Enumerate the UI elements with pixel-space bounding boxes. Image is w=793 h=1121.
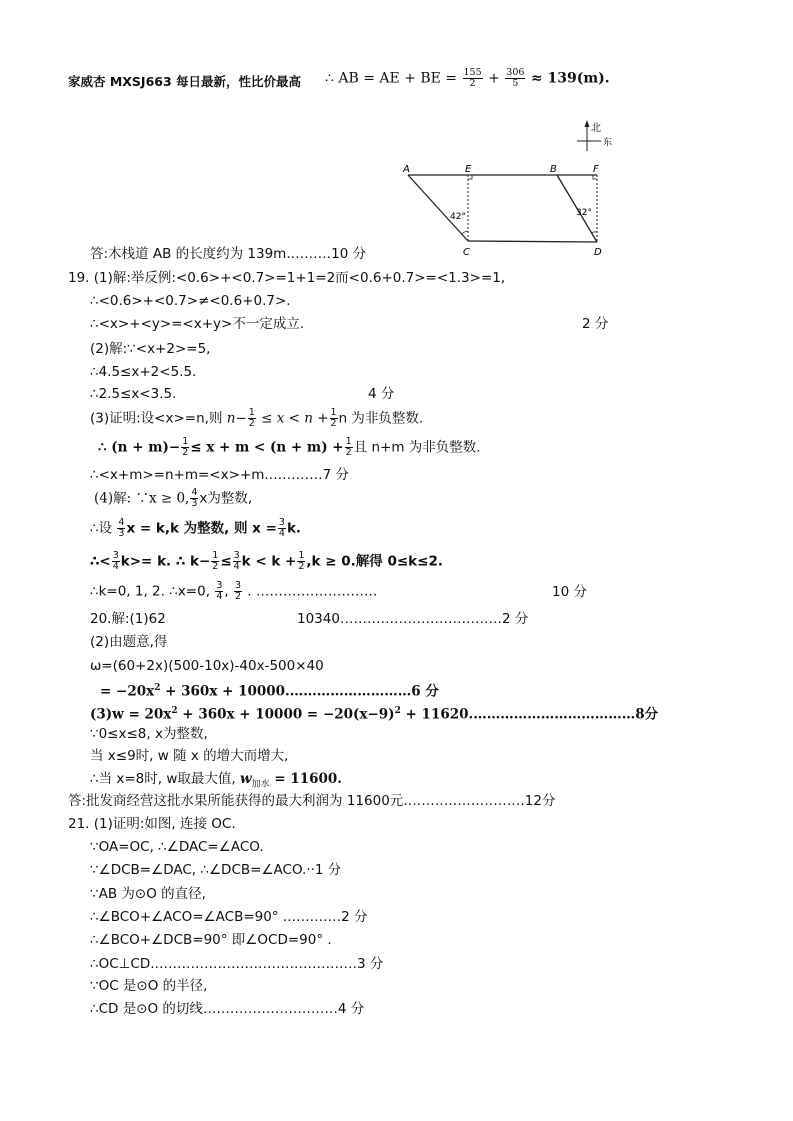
- point-e-label: E: [465, 164, 472, 175]
- angle-c-label: 42°: [450, 212, 466, 222]
- q21-line5: ∴∠BCO+∠ACO=∠ACB=90° .…………2 分: [90, 909, 368, 925]
- compass-north-label: 北: [591, 123, 601, 134]
- q19-part3: (3)证明:设<x>=n,则 n− $\frac{1}{2}$ ≤ x < n + $\frac{1}{2}$ n 为非负整数.: [90, 407, 424, 429]
- q19-line2: ∴<0.6>+<0.7>≠<0.6+0.7>.: [90, 293, 291, 309]
- compass-icon: [577, 120, 612, 151]
- q20-part1-answer: 10340………………………………2 分: [297, 611, 529, 627]
- watermark-text: 家威杏 MXSJ663 每日最新，性比价最高: [68, 74, 302, 89]
- q20-line8: ∴当 x=8时, w取最大值, $w_{加水} = 11600$.: [90, 771, 343, 790]
- q21-line9: ∴CD 是⊙O 的切线…………………………4 分: [90, 1001, 365, 1017]
- q19-part4: (4)解: ∵x ≥ 0, $\frac{4}{3}$ x为整数,: [94, 487, 253, 509]
- score-2: 2 分: [582, 316, 609, 332]
- q20-line3: ω=(60+2x)(500-10x)-40x-500×40: [90, 658, 324, 674]
- point-d-label: D: [594, 247, 602, 258]
- q21-line2: ∵OA=OC, ∴∠DAC=∠ACO.: [90, 839, 264, 855]
- fraction-306-5: $\frac{306}{5}$: [506, 67, 525, 89]
- q21-part1: 21. (1)证明:如图, 连接 OC.: [68, 816, 236, 832]
- fraction-155-2: $\frac{155}{2}$: [463, 67, 482, 89]
- score-4: 4 分: [368, 386, 395, 402]
- line-cd: [468, 241, 597, 242]
- q21-line7: ∴OC⊥CD.………………………………………3 分: [90, 956, 384, 972]
- q19-part4-line2: ∴设 $\frac{4}{3}$ x = k,k 为整数, 则 x = $\frac{3}{4}$ k.: [90, 517, 302, 539]
- q20-answer: 答:批发商经营这批水果所能获得的最大利润为 11600元………………………12分: [68, 793, 556, 809]
- point-a-label: A: [403, 164, 410, 175]
- header-equation: ∴ AB = AE + BE = $\frac{155}{2}$ + $\frac{306}{5}$ ≈ 139(m).: [325, 67, 610, 89]
- q21-line3: ∵∠DCB=∠DAC, ∴∠DCB=∠ACO.··1 分: [90, 862, 342, 878]
- answer-q18: 答:木栈道 AB 的长度约为 139m.………10 分: [90, 246, 367, 262]
- q19-part3-line3: ∴<x+m>=n+m=<x>+m.…………7 分: [90, 467, 350, 483]
- q20-line4: = $-20x^2 + 360x$ + 10000.………………………6 分: [100, 683, 439, 700]
- q20-line7: 当 x≤9时, w 随 x 的增大而增大,: [90, 748, 289, 764]
- score-10: 10 分: [552, 584, 587, 600]
- q21-line8: ∵OC 是⊙O 的半径,: [90, 978, 208, 994]
- q21-line6: ∴∠BCO+∠DCB=90° 即∠OCD=90° .: [90, 932, 332, 948]
- q21-line4: ∵AB 为⊙O 的直径,: [90, 886, 206, 902]
- point-c-label: C: [463, 247, 470, 258]
- q19-part1: 19. (1)解:举反例:<0.6>+<0.7>=1+1=2而<0.6+0.7>=<1.3>=1,: [68, 270, 506, 286]
- q19-line3: ∴<x>+<y>=<x+y>不一定成立.: [90, 316, 305, 332]
- line-ac: [408, 175, 468, 241]
- q20-part3: $(3)w = 20x^2 + 360x + 10000 = -20(x-9)^2$ + 11620.………………………………8分: [90, 706, 659, 723]
- q19-part4-line3: ∴< $\frac{3}{4}$ k>= k. ∴ k− $\frac{1}{2}$ ≤ $\frac{3}{4}$ k < k + $\frac{1}{2}$ ,k ≥ 0.解得 0≤k≤2.: [90, 550, 443, 572]
- bridge-diagram: [395, 115, 620, 265]
- point-f-label: F: [593, 164, 599, 175]
- compass-east-label: 东: [603, 138, 613, 148]
- q19-part2: (2)解:∵<x+2>=5,: [90, 341, 211, 357]
- q19-part4-line4: ∴k=0, 1, 2. ∴x=0, $\frac{3}{4}$ , $\frac{3}{2}$ . ………………………: [90, 580, 378, 602]
- q20-part2: (2)由题意,得: [90, 634, 168, 650]
- q20-line6: ∵0≤x≤8, x为整数,: [90, 726, 208, 742]
- angle-d-label: 32°: [576, 208, 592, 218]
- q19-line6: ∴2.5≤x<3.5.: [90, 386, 177, 402]
- point-b-label: B: [550, 164, 557, 175]
- q19-line5: ∴4.5≤x+2<5.5.: [90, 364, 197, 380]
- q20-part1: 20.解:(1)62: [90, 611, 166, 627]
- q19-part3-line2: ∴ (n + m)− $\frac{1}{2}$ ≤ x + m < (n + m) + $\frac{1}{2}$ 且 n+m 为非负整数.: [98, 436, 481, 458]
